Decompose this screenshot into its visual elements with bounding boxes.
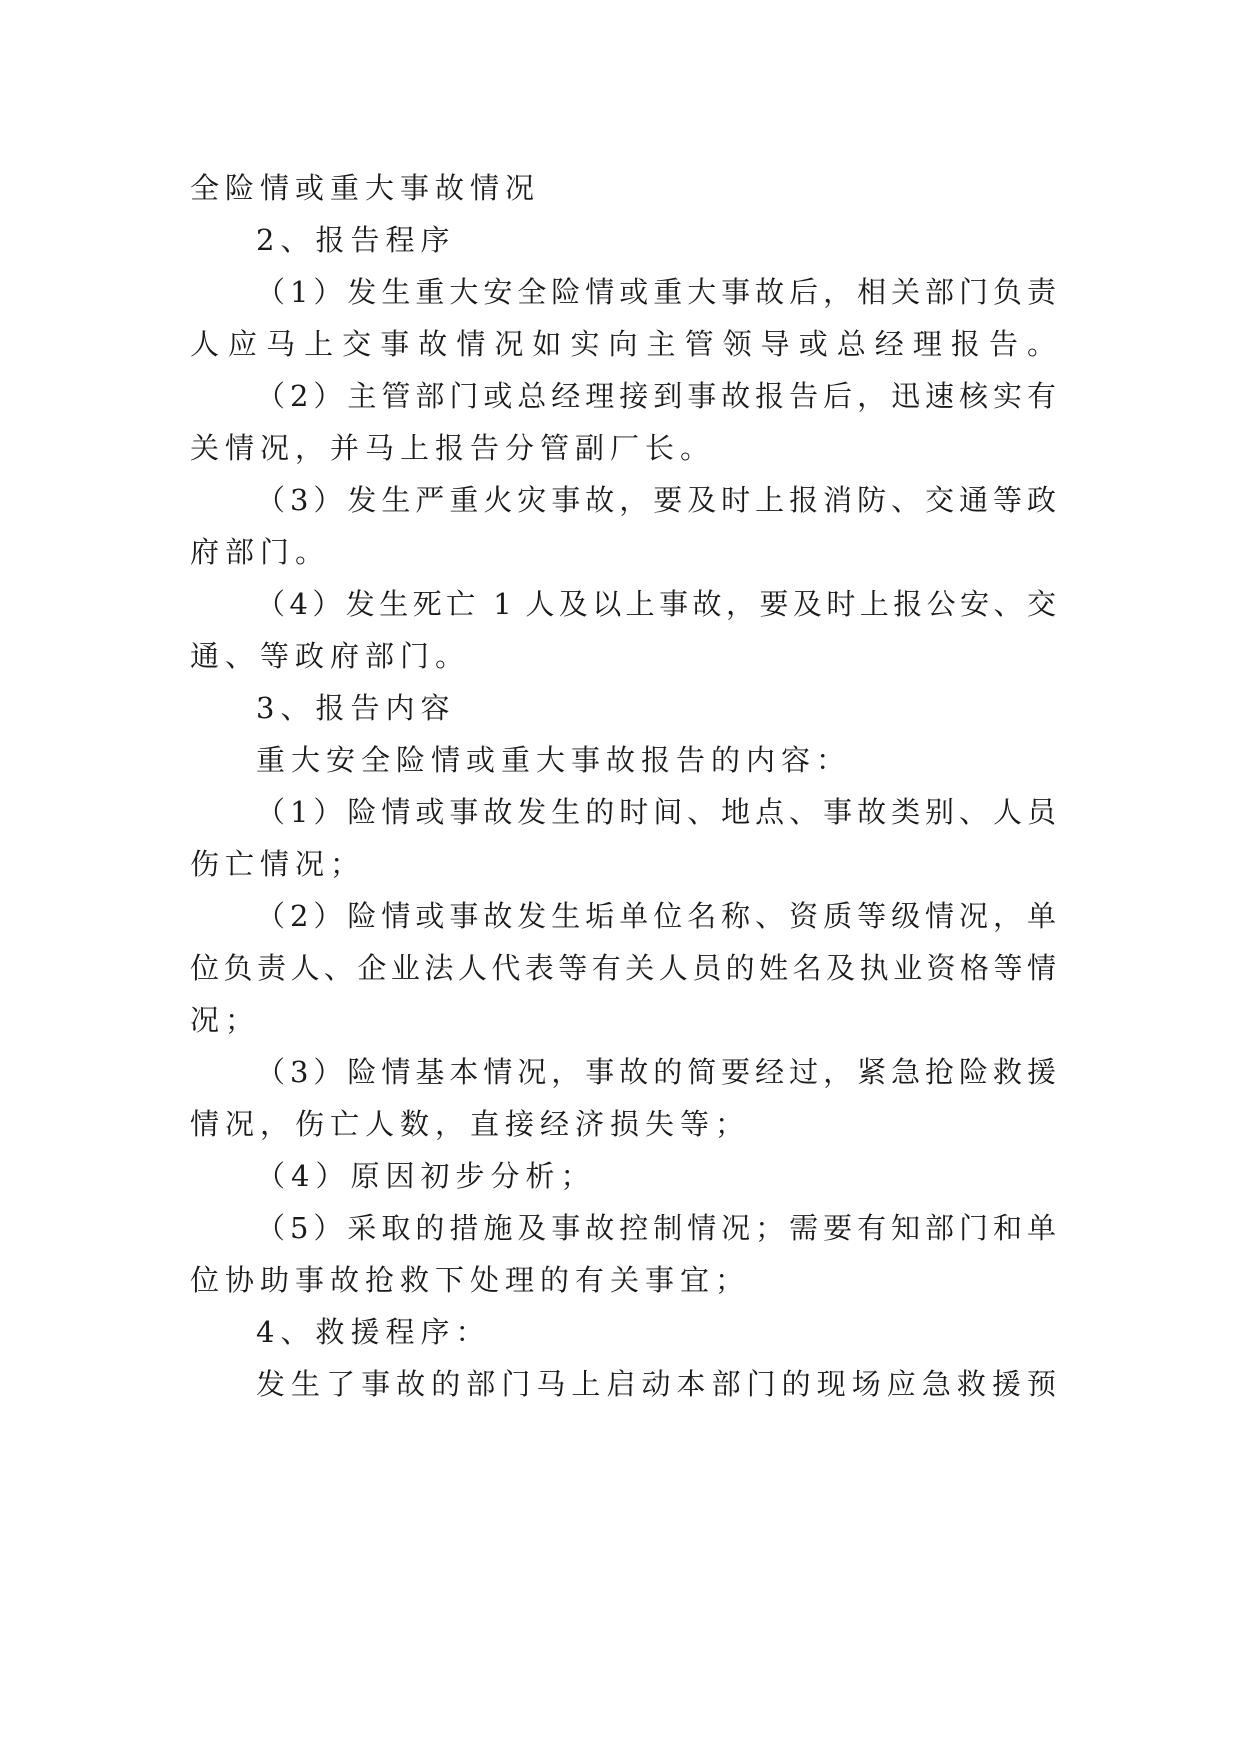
text-line: 位协助事故抢救下处理的有关事宜； [190,1263,751,1297]
text-line: 伤亡情况； [190,847,366,881]
text-line: 通、等政府部门。 [190,639,471,673]
text-line: （1）险情或事故发生的时间、地点、事故类别、人员 [256,795,1056,829]
text-line: 关情况，并马上报告分管副厂长。 [190,431,716,465]
text-line: （5）采取的措施及事故控制情况；需要有知部门和单 [256,1211,1056,1245]
text-line: （3）发生严重火灾事故，要及时上报消防、交通等政 [256,483,1056,517]
text-line: （3）险情基本情况，事故的简要经过，紧急抢险救援 [256,1055,1056,1089]
text-line: 重大安全险情或重大事故报告的内容： [256,743,852,777]
section-heading: 4、救援程序： [256,1315,491,1349]
text-line: 全险情或重大事故情况 [190,171,541,205]
text-line: （1）发生重大安全险情或重大事故后，相关部门负责 [256,275,1056,309]
text-line: （4）原因初步分析； [256,1159,596,1193]
text-line: 发生了事故的部门马上启动本部门的现场应急救援预 [256,1367,1056,1401]
text-line: 人应马上交事故情况如实向主管领导或总经理报告。 [190,327,1056,361]
text-line: （4）发生死亡 1 人及以上事故，要及时上报公安、交 [256,587,1056,621]
text-line: 位负责人、企业法人代表等有关人员的姓名及执业资格等情 [190,951,1056,985]
section-heading: 2、报告程序 [256,223,456,257]
text-line: 府部门。 [190,535,331,569]
text-line: （2）险情或事故发生垢单位名称、资质等级情况，单 [256,899,1056,933]
text-line: （2）主管部门或总经理接到事故报告后，迅速核实有 [256,379,1056,413]
section-heading: 3、报告内容 [256,691,456,725]
text-line: 况； [190,1003,261,1037]
text-line: 情况，伤亡人数，直接经济损失等； [190,1107,751,1141]
